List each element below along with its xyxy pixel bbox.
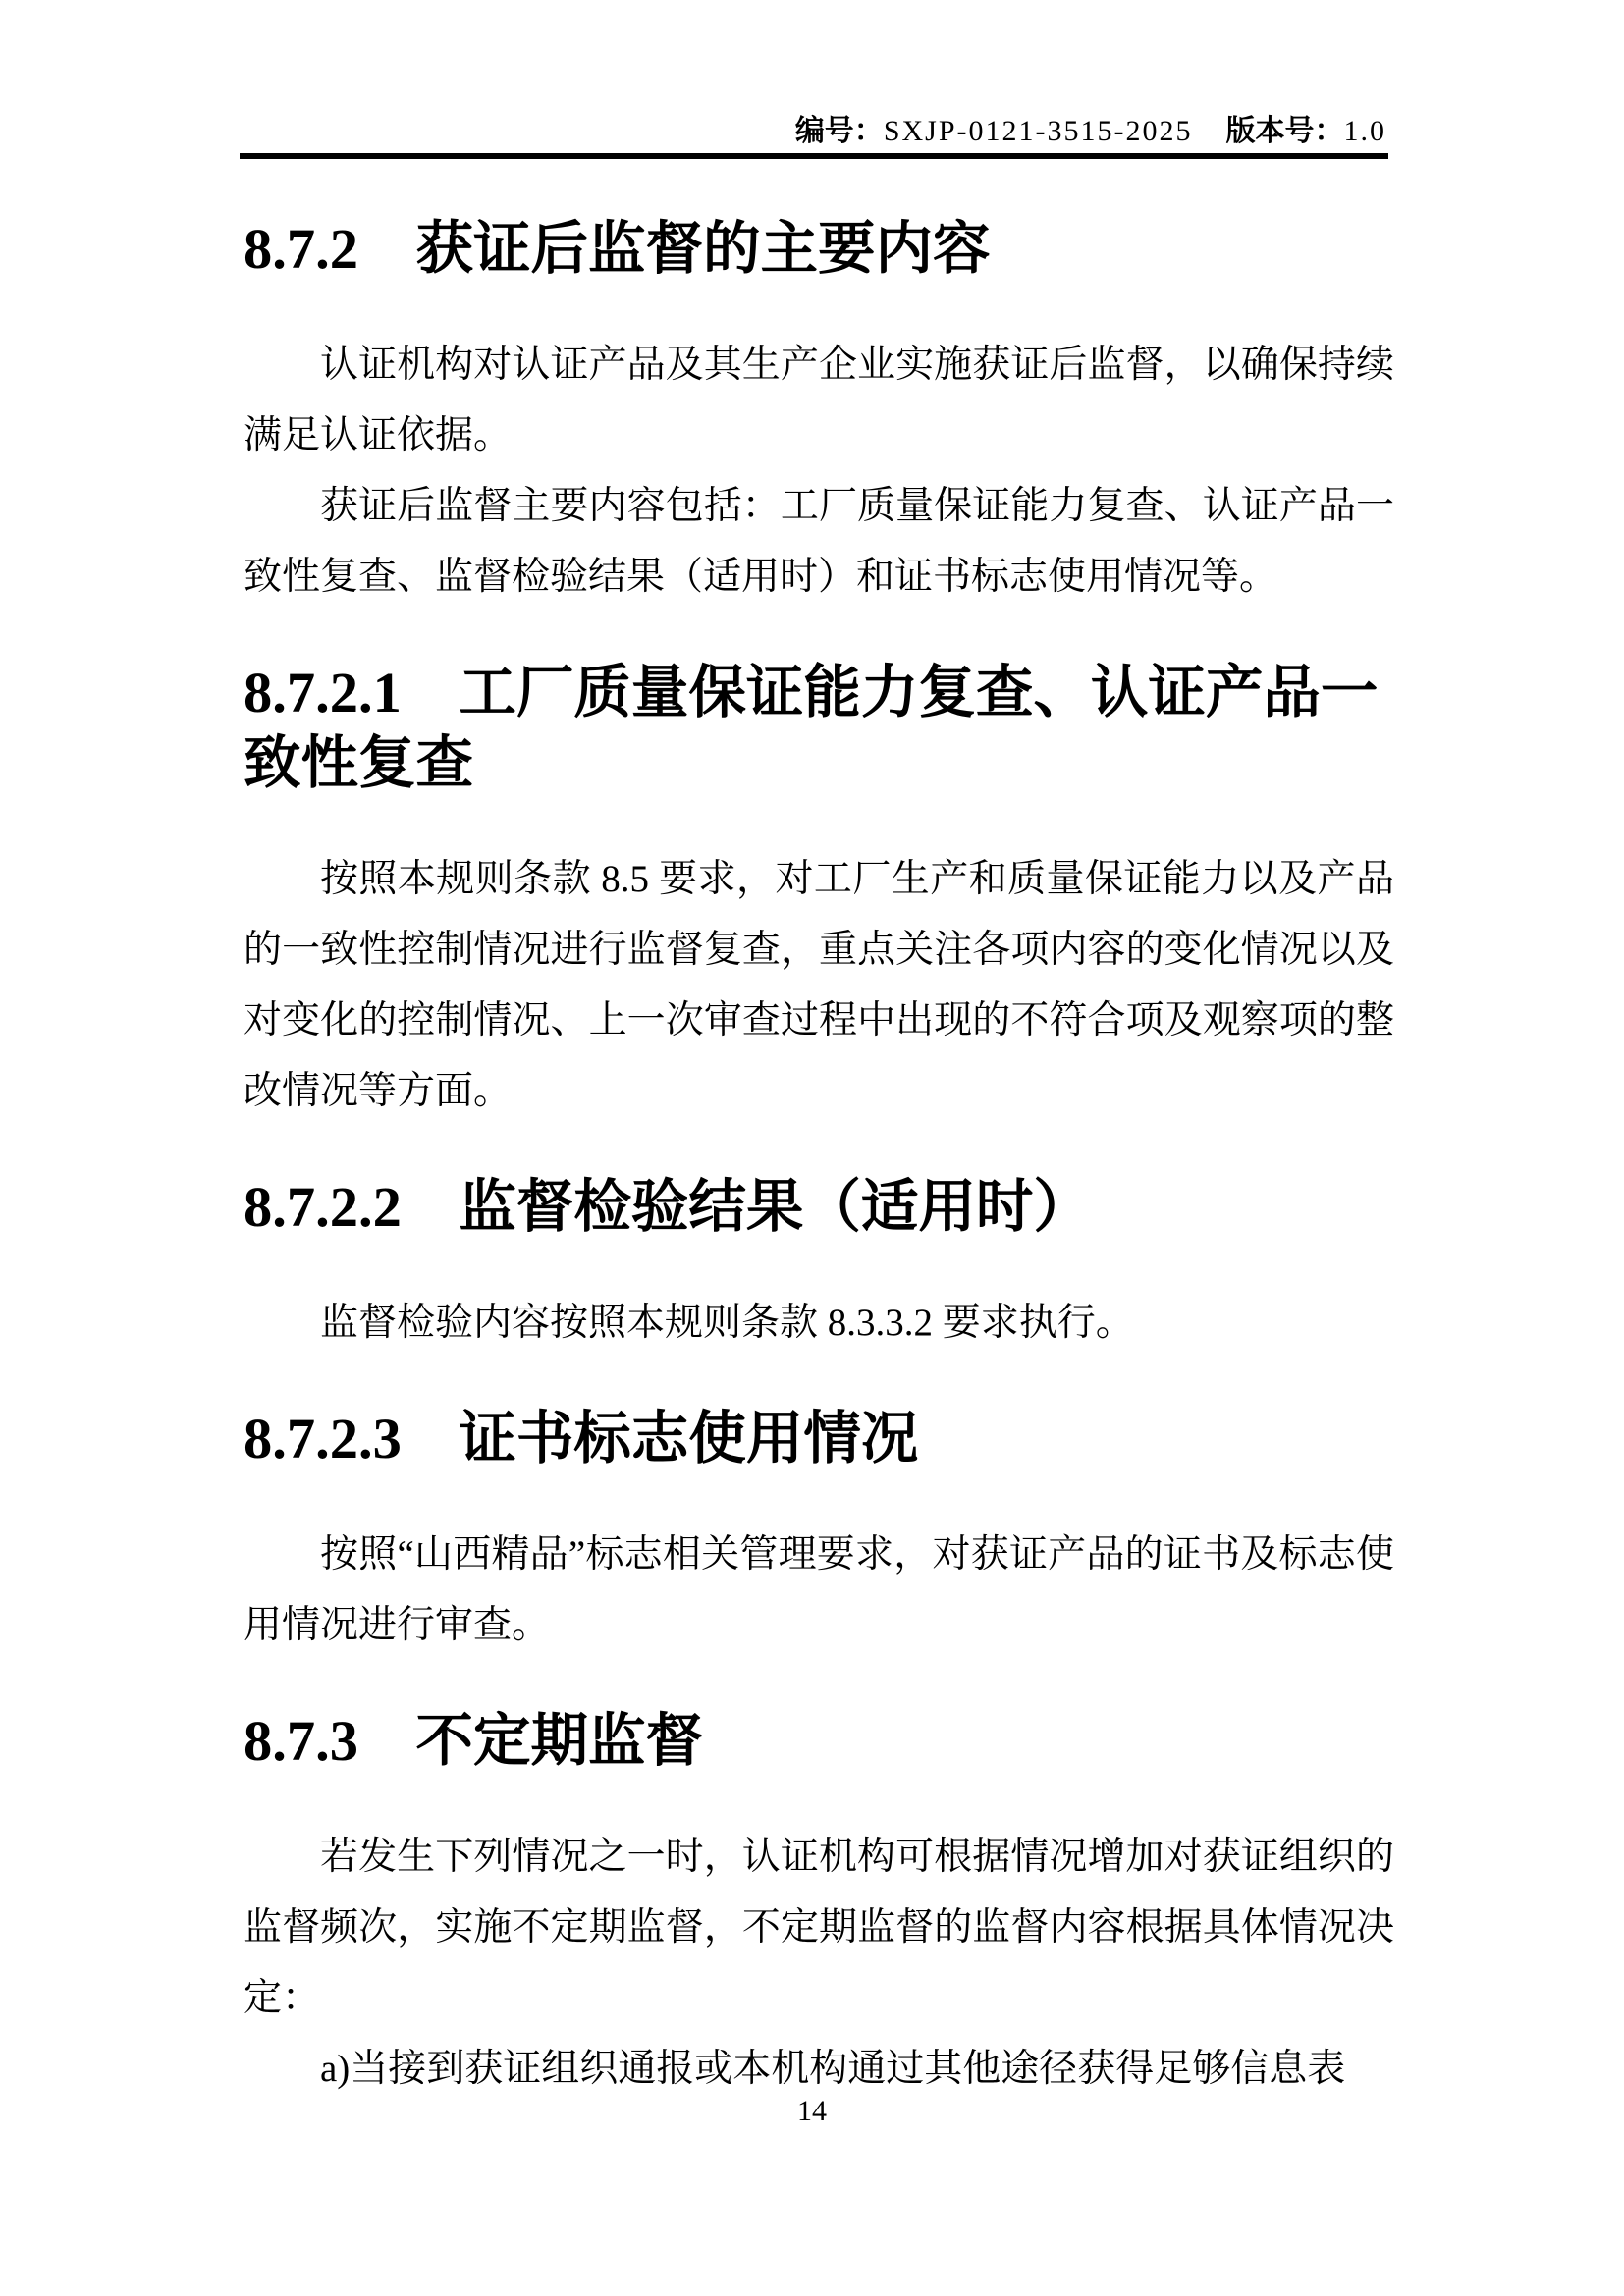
header-rule <box>240 153 1388 159</box>
doc-version-value: 1.0 <box>1343 115 1386 147</box>
body-paragraph: 获证后监督主要内容包括：工厂质量保证能力复查、认证产品一致性复查、监督检验结果（适用时）和证书标志使用情况等。 <box>244 485 1394 598</box>
section-heading-8-7-3: 8.7.3 不定期监督 <box>244 1709 704 1773</box>
section-heading-8-7-2-1: 8.7.2.1 工厂质量保证能力复查、认证产品一致性复查 <box>244 661 1379 795</box>
body-paragraph: 监督检验内容按照本规则条款 8.3.3.2 要求执行。 <box>320 1302 1134 1344</box>
doc-version-label: 版本号： <box>1225 115 1344 147</box>
section-heading-8-7-2: 8.7.2 获证后监督的主要内容 <box>244 217 991 281</box>
doc-number-value: SXJP-0121-3515-2025 <box>883 115 1193 147</box>
section-heading-8-7-2-3: 8.7.2.3 证书标志使用情况 <box>244 1407 919 1470</box>
body-paragraph-list-item-a: a)当接到获证组织通报或本机构通过其他途径获得足够信息表 <box>320 2048 1346 2090</box>
body-paragraph: 按照“山西精品”标志相关管理要求，对获证产品的证书及标志使用情况进行审查。 <box>244 1533 1394 1646</box>
document-header <box>795 114 1386 149</box>
page-number: 14 <box>797 2095 827 2127</box>
body-paragraph: 认证机构对认证产品及其生产企业实施获证后监督，以确保持续满足认证依据。 <box>244 344 1394 456</box>
body-paragraph: 按照本规则条款 8.5 要求，对工厂生产和质量保证能力以及产品的一致性控制情况进行监督复查，重点关注各项内容的变化情况以及对变化的控制情况、上一次审查过程中出现的不符合项及观察项的整改情况等方面。 <box>244 858 1394 1112</box>
section-heading-8-7-2-2: 8.7.2.2 监督检验结果（适用时） <box>244 1175 1091 1239</box>
document-body <box>244 214 1394 2105</box>
doc-number-label: 编号： <box>794 115 884 147</box>
body-paragraph: 若发生下列情况之一时，认证机构可根据情况增加对获证组织的监督频次，实施不定期监督，不定期监督的监督内容根据具体情况决定： <box>244 1836 1394 2019</box>
